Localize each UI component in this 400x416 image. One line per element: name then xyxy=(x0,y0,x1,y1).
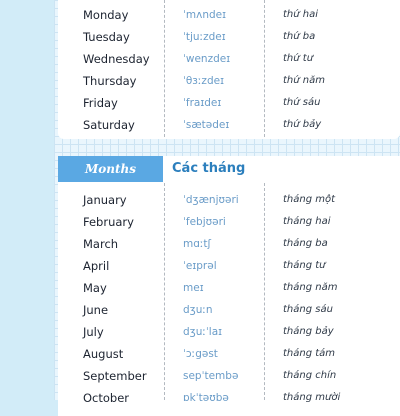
phonetic-transcription: dʒuːn xyxy=(183,304,213,316)
vietnamese-translation: tháng hai xyxy=(283,216,331,227)
vietnamese-translation: tháng bảy xyxy=(283,326,334,337)
table-row xyxy=(58,70,400,92)
vietnamese-translation: tháng sáu xyxy=(283,304,333,315)
english-word: Friday xyxy=(83,96,118,110)
english-word: Tuesday xyxy=(83,30,130,44)
table-row xyxy=(58,233,400,255)
phonetic-transcription: dʒuːˈlaɪ xyxy=(183,326,223,338)
table-row xyxy=(58,299,400,321)
english-word: Thursday xyxy=(83,74,137,88)
vietnamese-translation: thứ ba xyxy=(283,31,316,42)
phonetic-transcription: ˈsætədeɪ xyxy=(183,119,230,131)
english-word: June xyxy=(83,303,109,317)
phonetic-transcription: ˈfebjʊəri xyxy=(183,216,226,228)
vietnamese-translation: thứ sáu xyxy=(283,97,321,108)
phonetic-transcription: ɒkˈtəʊbə xyxy=(183,392,229,404)
table-row xyxy=(58,211,400,233)
table-row xyxy=(58,255,400,277)
english-word: October xyxy=(83,391,130,405)
vietnamese-translation: thứ tư xyxy=(283,53,314,64)
vietnamese-translation: tháng một xyxy=(283,194,336,205)
english-word: March xyxy=(83,237,119,251)
english-word: Wednesday xyxy=(83,52,150,66)
table-row xyxy=(58,387,400,409)
english-word: Saturday xyxy=(83,118,135,132)
phonetic-transcription: ˈdʒænjʊəri xyxy=(183,194,239,206)
vietnamese-translation: thứ hai xyxy=(283,9,319,20)
phonetic-transcription: sepˈtembə xyxy=(183,370,239,382)
table-row xyxy=(58,92,400,114)
phonetic-transcription: meɪ xyxy=(183,282,204,294)
months-header-label: Months xyxy=(84,162,137,176)
table-row xyxy=(58,26,400,48)
table-row xyxy=(58,321,400,343)
english-word: July xyxy=(83,325,104,339)
english-word: May xyxy=(83,281,107,295)
english-word: September xyxy=(83,369,147,383)
phonetic-transcription: ˈɔːgəst xyxy=(183,348,218,360)
english-word: April xyxy=(83,259,110,273)
table-row xyxy=(58,48,400,70)
vietnamese-translation: tháng năm xyxy=(283,282,338,293)
phonetic-transcription: mɑːtʃ xyxy=(183,238,212,250)
english-word: Monday xyxy=(83,8,129,22)
vietnamese-translation: tháng tư xyxy=(283,260,326,271)
phonetic-transcription: ˈθɜːzdeɪ xyxy=(183,75,224,87)
vietnamese-translation: tháng tám xyxy=(283,348,336,359)
vietnamese-translation: tháng chín xyxy=(283,370,337,381)
english-word: August xyxy=(83,347,124,361)
vietnamese-translation: thứ bảy xyxy=(283,119,322,130)
table-row xyxy=(58,343,400,365)
phonetic-transcription: ˈeɪprəl xyxy=(183,260,217,272)
phonetic-transcription: ˈwenzdeɪ xyxy=(183,53,231,65)
months-section-title: Các tháng xyxy=(172,161,246,176)
table-row xyxy=(58,365,400,387)
vietnamese-translation: tháng mười xyxy=(283,392,341,403)
phonetic-transcription: ˈmʌndeɪ xyxy=(183,9,227,21)
table-row xyxy=(58,277,400,299)
phonetic-transcription: ˈtjuːzdeɪ xyxy=(183,31,226,43)
table-row xyxy=(58,4,400,26)
english-word: January xyxy=(83,193,127,207)
table-row xyxy=(58,189,400,211)
english-word: February xyxy=(83,215,134,229)
vietnamese-translation: thứ năm xyxy=(283,75,325,86)
vietnamese-translation: tháng ba xyxy=(283,238,328,249)
phonetic-transcription: ˈfraɪdeɪ xyxy=(183,97,222,109)
table-row xyxy=(58,114,400,136)
